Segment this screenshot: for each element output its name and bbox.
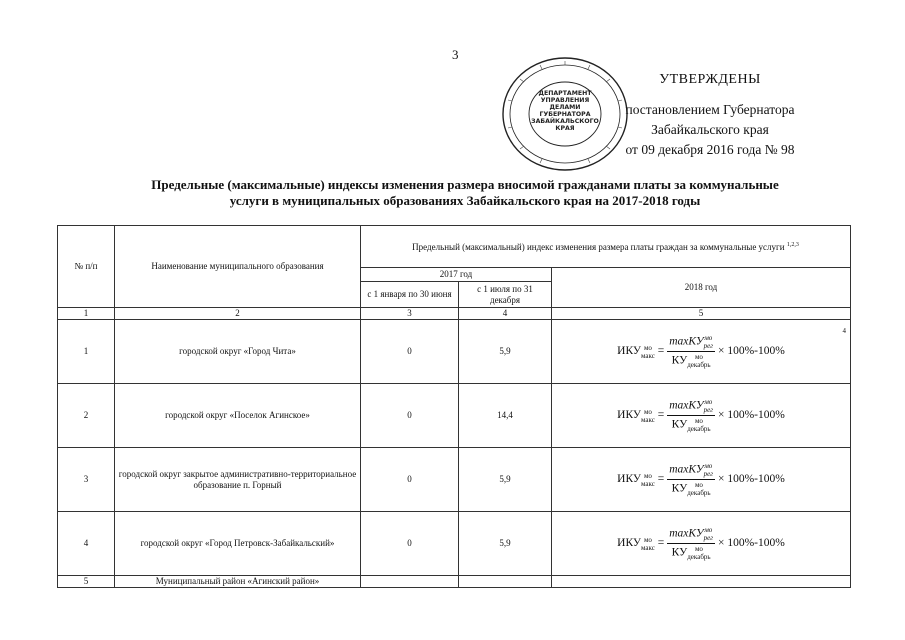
- row-period-1: 0: [361, 512, 459, 576]
- formula-lhs-sup: мо: [643, 343, 652, 352]
- formula-eq: =: [657, 537, 665, 550]
- approval-block: [590, 70, 830, 160]
- formula-den: КУ: [671, 354, 688, 367]
- row-formula: [552, 384, 851, 448]
- col-number-4: 4: [459, 308, 552, 320]
- row-period-2: 5,9: [459, 320, 552, 384]
- row-period-1: 0: [361, 320, 459, 384]
- approval-line-4: от 09 декабря 2016 года № 98: [625, 142, 795, 157]
- approval-line-3: Забайкальского края: [651, 122, 769, 137]
- row-formula: [552, 512, 851, 576]
- index-formula: [617, 462, 785, 497]
- row-num: 4: [58, 512, 115, 576]
- header-2018: 2018 год: [552, 268, 851, 308]
- formula-eq: =: [657, 409, 665, 422]
- row-num: 2: [58, 384, 115, 448]
- formula-den-sup: мо: [694, 353, 703, 361]
- row-num: 3: [58, 448, 115, 512]
- formula-den: КУ: [671, 482, 688, 495]
- header-period-2: с 1 июля по 31 декабря: [459, 282, 552, 308]
- row-name: городской округ закрытое административно-территориальное образование п. Горный: [115, 448, 361, 512]
- formula-lhs-sub: макс: [641, 479, 655, 488]
- formula-num-sub: рег: [703, 470, 713, 478]
- stamp-line-5: ЗАБАЙКАЛЬСКОГО: [531, 118, 599, 125]
- formula-tail: × 100%-100%: [717, 345, 785, 358]
- formula-num: maxКУ: [669, 463, 704, 476]
- table-row: [58, 512, 851, 576]
- stamp-line-6: КРАЯ: [555, 125, 575, 132]
- formula-num-sub: рег: [703, 342, 713, 350]
- stamp-line-4: ГУБЕРНАТОРА: [539, 111, 591, 118]
- row-num: 5: [58, 576, 115, 588]
- header-name: Наименование муниципального образования: [115, 226, 361, 308]
- row-num: 1: [58, 320, 115, 384]
- row-period-2: 14,4: [459, 384, 552, 448]
- formula-eq: =: [657, 345, 665, 358]
- formula-lhs-sup: мо: [643, 471, 652, 480]
- formula-num-sup: мо: [704, 462, 713, 470]
- formula-lhs-sub: макс: [641, 543, 655, 552]
- approval-line-2: постановлением Губернатора: [625, 102, 795, 117]
- row-formula: [552, 576, 851, 588]
- stamp-line-1: ДЕПАРТАМЕНТ: [538, 90, 592, 97]
- row-name: городской округ «Поселок Агинское»: [115, 384, 361, 448]
- formula-den-sup: мо: [694, 545, 703, 553]
- row-name: Муниципальный район «Агинский район»: [115, 576, 361, 588]
- approval-title: УТВЕРЖДЕНЫ: [659, 72, 761, 87]
- formula-num-sup: мо: [704, 398, 713, 406]
- formula-tail: × 100%-100%: [717, 537, 785, 550]
- index-formula: [617, 398, 785, 433]
- row-formula: [552, 320, 851, 384]
- index-table: [57, 225, 851, 588]
- row-period-2: 5,9: [459, 448, 552, 512]
- index-formula: [617, 334, 785, 369]
- formula-num-sub: рег: [703, 406, 713, 414]
- formula-den-sup: мо: [694, 417, 703, 425]
- formula-lhs: ИКУ: [617, 537, 642, 550]
- row-period-1: [361, 576, 459, 588]
- formula-num-sub: рег: [703, 534, 713, 542]
- formula-den-sub: декабрь: [687, 425, 711, 433]
- formula-den-sup: мо: [694, 481, 703, 489]
- formula-footnote: 4: [842, 327, 846, 335]
- formula-lhs-sub: макс: [641, 415, 655, 424]
- header-num: № п/п: [58, 226, 115, 308]
- header-2017: 2017 год: [361, 268, 552, 282]
- formula-fraction: [667, 462, 715, 497]
- formula-num-sup: мо: [704, 526, 713, 534]
- header-period-1: с 1 января по 30 июня: [361, 282, 459, 308]
- row-period-1: 0: [361, 448, 459, 512]
- page-number: 3: [452, 47, 459, 62]
- row-name: городской округ «Город Чита»: [115, 320, 361, 384]
- formula-num: maxКУ: [669, 335, 704, 348]
- formula-den: КУ: [671, 546, 688, 559]
- formula-eq: =: [657, 473, 665, 486]
- index-formula: [617, 526, 785, 561]
- title-line-1: Предельные (максимальные) индексы изменения размера вносимой гражданами платы за коммунальные: [151, 177, 779, 192]
- table-row: [58, 448, 851, 512]
- formula-num-sup: мо: [704, 334, 713, 342]
- stamp-line-3: ДЕЛАМИ: [549, 104, 581, 111]
- col-number-3: 3: [361, 308, 459, 320]
- row-period-2: 5,9: [459, 512, 552, 576]
- table-row: [58, 384, 851, 448]
- formula-tail: × 100%-100%: [717, 409, 785, 422]
- col-number-1: 1: [58, 308, 115, 320]
- formula-lhs-sub: макс: [641, 351, 655, 360]
- formula-fraction: [667, 398, 715, 433]
- formula-fraction: [667, 526, 715, 561]
- formula-lhs: ИКУ: [617, 345, 642, 358]
- formula-num: maxКУ: [669, 399, 704, 412]
- col-number-5: 5: [552, 308, 851, 320]
- row-formula: [552, 448, 851, 512]
- row-period-2: [459, 576, 552, 588]
- table-row: [58, 576, 851, 588]
- formula-den: КУ: [671, 418, 688, 431]
- formula-den-sub: декабрь: [687, 361, 711, 369]
- formula-den-sub: декабрь: [687, 489, 711, 497]
- formula-num: maxКУ: [669, 527, 704, 540]
- col-number-2: 2: [115, 308, 361, 320]
- formula-lhs-sup: мо: [643, 535, 652, 544]
- stamp-line-2: УПРАВЛЕНИЯ: [540, 97, 590, 104]
- document-title: [70, 177, 860, 209]
- formula-den-sub: декабрь: [687, 553, 711, 561]
- formula-fraction: [667, 334, 715, 369]
- formula-lhs-sup: мо: [643, 407, 652, 416]
- title-line-2: услуги в муниципальных образованиях Забайкальского края на 2017-2018 годы: [229, 193, 701, 208]
- formula-lhs: ИКУ: [617, 473, 642, 486]
- row-period-1: 0: [361, 384, 459, 448]
- table-row: [58, 320, 851, 384]
- formula-lhs: ИКУ: [617, 409, 642, 422]
- formula-tail: × 100%-100%: [717, 473, 785, 486]
- header-index: Предельный (максимальный) индекс изменения размера платы граждан за коммунальные услуги $^{1,2,3}$: [361, 226, 851, 268]
- row-name: городской округ «Город Петровск-Забайкальский»: [115, 512, 361, 576]
